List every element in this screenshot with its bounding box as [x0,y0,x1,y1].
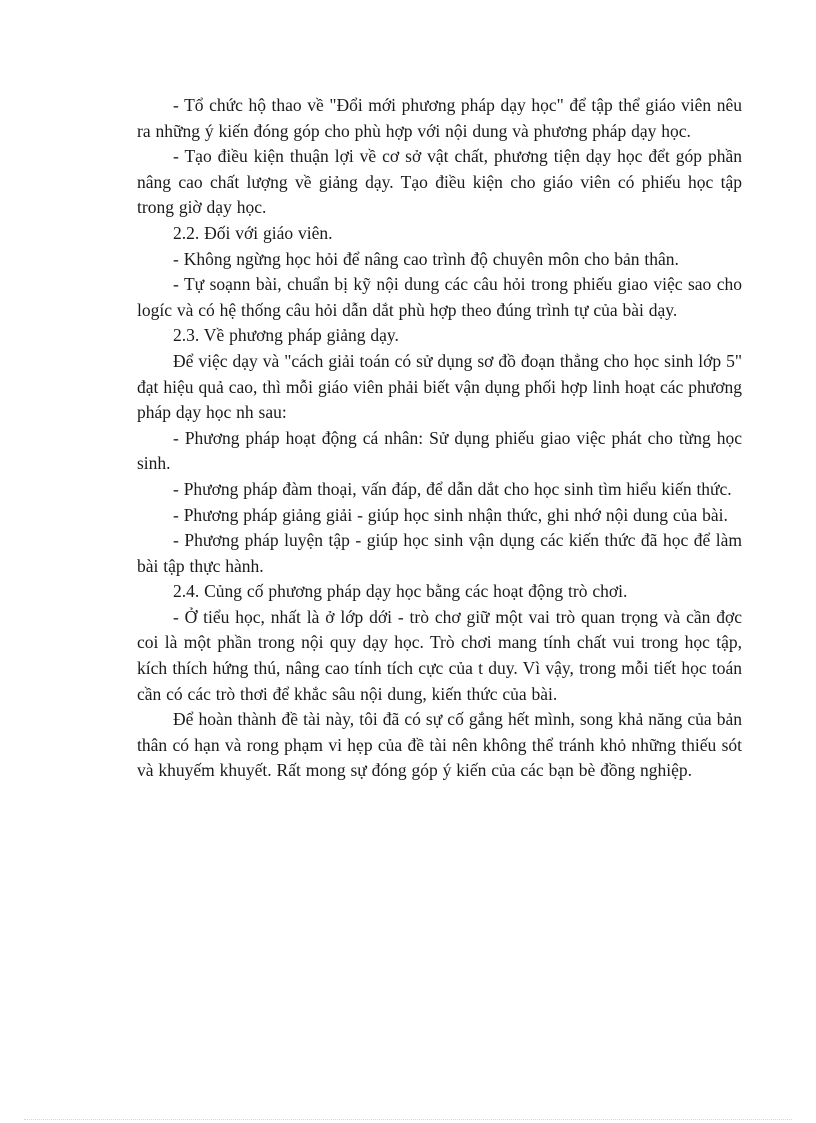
paragraph-facilities: - Tạo điều kiện thuận lợi về cơ sở vật chất, phương tiện dạy học đểt góp phần nâng cao chất lượng về giảng dạy. Tạo điều kiện cho giáo viên có phiếu học tập trong giờ dạy học. [137,146,742,218]
paragraph-method-practice: - Phương pháp luyện tập - giúp học sinh vận dụng các kiến thức đã học để làm bài tập thực hành. [137,530,742,576]
document-body [137,93,742,784]
paragraph-method-individual: - Phương pháp hoạt động cá nhân: Sử dụng phiếu giao việc phát cho từng học sinh. [137,427,742,474]
paragraph-conclusion: Để hoàn thành đề tài này, tôi đã có sự cố gắng hết mình, song khả năng của bản thân có hạn và rong phạm vi hẹp của đề tài nên không thể tránh khỏ những thiếu sót và khuyếm khuyết. Rất mong sự đóng góp ý kiến của các bạn bè đồng nghiệp. [137,709,742,781]
paragraph-method-dialogue: - Phương pháp đàm thoại, vấn đáp, để dẫn dắt cho học sinh tìm hiểu kiến thức. [173,478,732,499]
page-bottom-border [24,1119,792,1120]
paragraph-games-role: - Ở tiểu học, nhất là ở lớp dới - trò chơ giữ một vai trò quan trọng và cần đợc coi là một phần trong nội quy dạy học. Trò chơi mang tính chất vui trong học tập, kích thích hứng thú, nâng cao tính tích cực của t duy. Vì vậy, trong mỗi tiết học toán cần có các trò thơi để khắc sâu nội dung, kiến thức của bài. [137,606,742,704]
paragraph-lesson-preparation: - Tự soạnn bài, chuẩn bị kỹ nội dung các câu hỏi trong phiếu giao việc sao cho logíc và có hệ thống câu hỏi dẫn dắt phù hợp theo đúng trình tự của bài dạy. [137,274,742,320]
heading-2-2-teachers: 2.2. Đối với giáo viên. [173,222,333,243]
paragraph-continuous-learning: - Không ngừng học hỏi để nâng cao trình độ chuyên môn cho bản thân. [173,248,679,269]
heading-2-3-teaching-methods: 2.3. Về phương pháp giảng dạy. [173,325,399,346]
heading-2-4-games: 2.4. Củng cố phương pháp dạy học bằng các hoạt động trò chơi. [173,581,628,602]
paragraph-methods-intro: Để việc dạy và "cách giải toán có sử dụng sơ đồ đoạn thẳng cho học sinh lớp 5" đạt hiệu quả cao, thì mỗi giáo viên phải biết vận dụng phối hợp linh hoạt các phương pháp dạy học nh sau: [137,350,742,423]
paragraph-practice-workshop: - Tổ chức hộ thao về "Đổi mới phương pháp dạy học" để tập thể giáo viên nêu ra những ý kiến đóng góp cho phù hợp với nội dung và phương pháp dạy học. [137,95,742,141]
paragraph-method-explanation: - Phương pháp giảng giải - giúp học sinh nhận thức, ghi nhớ nội dung của bài. [173,504,728,525]
